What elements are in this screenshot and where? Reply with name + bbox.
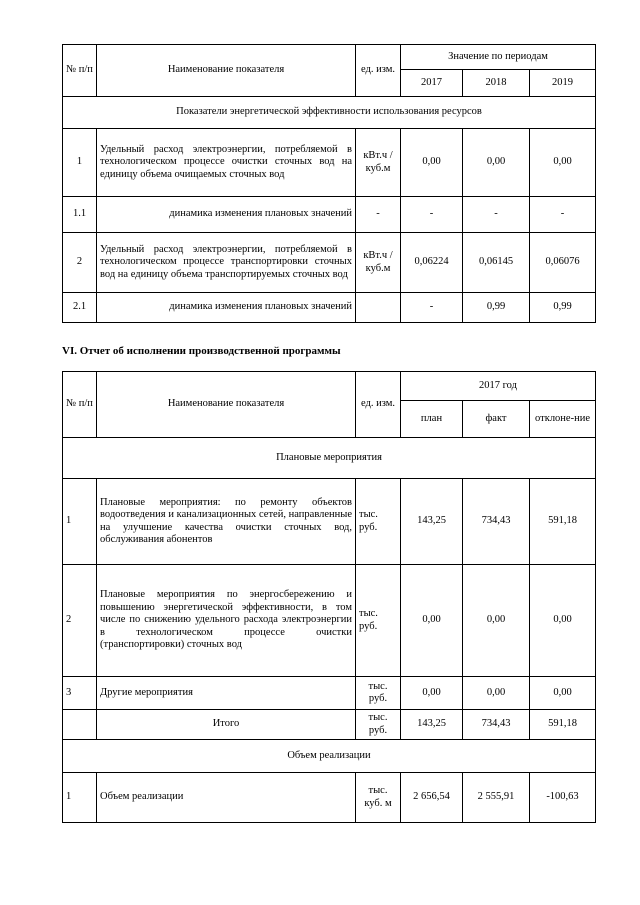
row-value: 0,00 <box>463 565 530 677</box>
row-num <box>63 710 97 740</box>
header-plan: план <box>401 401 463 438</box>
header-periods: Значение по периодам <box>401 45 596 70</box>
table-row <box>63 565 596 677</box>
row-unit: - <box>356 197 401 233</box>
header-name: Наименование показателя <box>97 45 356 97</box>
header-year-title: 2017 год <box>401 372 596 401</box>
row-unit: тыс. руб. <box>356 710 401 740</box>
row-value: - <box>401 197 463 233</box>
row-value: 0,00 <box>401 677 463 710</box>
header-year: 2018 <box>463 70 530 97</box>
row-value: 0,06076 <box>530 233 596 293</box>
row-value: 0,06145 <box>463 233 530 293</box>
row-name: Плановые мероприятия по энергосбережению и повышению энергетической эффективности, в том числе по снижению удельного расхода электроэнергии в технологическом процессе очистки (транспортировки) сточных вод <box>97 565 356 677</box>
row-value: -100,63 <box>530 773 596 823</box>
row-num: 2.1 <box>63 293 97 323</box>
row-unit: тыс. руб. <box>356 677 401 710</box>
row-value: 0,06224 <box>401 233 463 293</box>
header-unit: ед. изм. <box>356 372 401 438</box>
row-unit: кВт.ч / куб.м <box>356 233 401 293</box>
row-value: 591,18 <box>530 710 596 740</box>
row-value: - <box>530 197 596 233</box>
row-unit: тыс. куб. м <box>356 773 401 823</box>
row-name: Удельный расход электроэнергии, потребляемой в технологическом процессе очистки сточных вод на единицу объема очищаемых сточных вод <box>97 129 356 197</box>
row-num: 1 <box>63 129 97 197</box>
row-value: 0,00 <box>463 677 530 710</box>
row-num: 3 <box>63 677 97 710</box>
row-value: 143,25 <box>401 479 463 565</box>
row-name: динамика изменения плановых значений <box>97 197 356 233</box>
header-num: № п/п <box>63 45 97 97</box>
total-row <box>63 710 596 740</box>
section-title: Показатели энергетической эффективности использования ресурсов <box>63 97 596 129</box>
total-label: Итого <box>97 710 356 740</box>
table-row <box>63 677 596 710</box>
section-title: Плановые мероприятия <box>63 438 596 479</box>
row-unit: кВт.ч / куб.м <box>356 129 401 197</box>
row-name: Плановые мероприятия: по ремонту объектов водоотведения и канализационных сетей, направленные на улучшение качества очистки сточных вод, обслуживания абонентов <box>97 479 356 565</box>
row-value: 734,43 <box>463 479 530 565</box>
row-value: - <box>401 293 463 323</box>
header-deviation: отклоне-ние <box>530 401 596 438</box>
header-year: 2017 <box>401 70 463 97</box>
table-row <box>63 293 596 323</box>
row-num: 1 <box>63 773 97 823</box>
row-num: 1.1 <box>63 197 97 233</box>
energy-efficiency-table <box>62 44 596 323</box>
section-heading: VI. Отчет об исполнении производственной программы <box>62 345 341 357</box>
row-value: 2 555,91 <box>463 773 530 823</box>
row-value: 0,00 <box>463 129 530 197</box>
table-row <box>63 479 596 565</box>
table-row <box>63 233 596 293</box>
row-name: Объем реализации <box>97 773 356 823</box>
row-num: 2 <box>63 233 97 293</box>
row-value: 734,43 <box>463 710 530 740</box>
row-unit: тыс. руб. <box>356 479 401 565</box>
row-value: - <box>463 197 530 233</box>
row-name: динамика изменения плановых значений <box>97 293 356 323</box>
row-unit <box>356 293 401 323</box>
row-num: 1 <box>63 479 97 565</box>
row-value: 0,00 <box>530 565 596 677</box>
row-value: 0,00 <box>530 129 596 197</box>
row-value: 0,00 <box>530 677 596 710</box>
row-name: Удельный расход электроэнергии, потребляемой в технологическом процессе транспортировки сточных вод на единицу объема транспортируемых сточных вод <box>97 233 356 293</box>
header-num: № п/п <box>63 372 97 438</box>
row-value: 591,18 <box>530 479 596 565</box>
row-value: 0,99 <box>530 293 596 323</box>
row-value: 0,00 <box>401 565 463 677</box>
production-program-table <box>62 371 596 823</box>
table-row <box>63 129 596 197</box>
header-unit: ед. изм. <box>356 45 401 97</box>
section-title: Объем реализации <box>63 740 596 773</box>
row-value: 143,25 <box>401 710 463 740</box>
header-name: Наименование показателя <box>97 372 356 438</box>
table-row <box>63 773 596 823</box>
row-value: 2 656,54 <box>401 773 463 823</box>
row-value: 0,00 <box>401 129 463 197</box>
header-year: 2019 <box>530 70 596 97</box>
row-name: Другие мероприятия <box>97 677 356 710</box>
row-num: 2 <box>63 565 97 677</box>
header-fact: факт <box>463 401 530 438</box>
row-unit: тыс. руб. <box>356 565 401 677</box>
row-value: 0,99 <box>463 293 530 323</box>
table-row <box>63 197 596 233</box>
